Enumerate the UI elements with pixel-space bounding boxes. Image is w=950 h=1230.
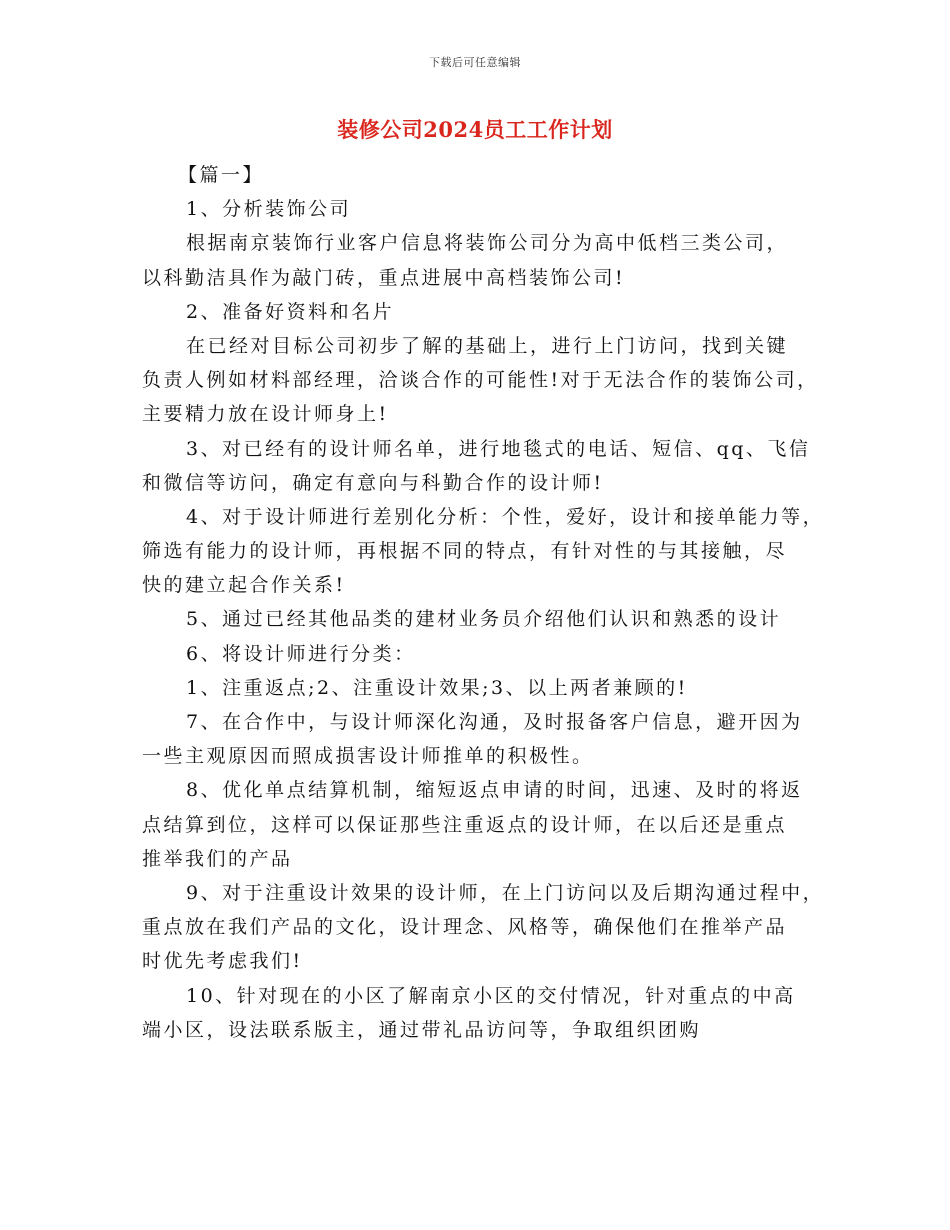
- text-line: 和微信等访问，确定有意向与科勤合作的设计师!: [142, 471, 604, 494]
- text-line: 点结算到位，这样可以保证那些注重返点的设计师，在以后还是重点: [142, 813, 788, 836]
- text-line: 9、对于注重设计效果的设计师，在上门访问以及后期沟通过程中，: [186, 881, 825, 904]
- text-line: 1、分析装饰公司: [186, 198, 352, 221]
- text-line: 10、针对现在的小区了解南京小区的交付情况，针对重点的中高: [186, 984, 796, 1007]
- text-line: 推举我们的产品: [142, 847, 293, 870]
- text-line: 3、对已经有的设计师名单，进行地毯式的电话、短信、qq、飞信: [186, 437, 811, 460]
- text-line: 快的建立起合作关系!: [142, 574, 346, 597]
- text-line: 在已经对目标公司初步了解的基础上，进行上门访问，找到关键: [186, 334, 789, 357]
- text-line: 重点放在我们产品的文化，设计理念、风格等，确保他们在推举产品: [142, 916, 788, 939]
- text-line: 主要精力放在设计师身上!: [142, 403, 389, 426]
- paragraph-lines: [142, 192, 825, 1047]
- text-line: 7、在合作中，与设计师深化沟通，及时报备客户信息，避开因为: [186, 711, 803, 733]
- text-line: 端小区，设法联系版主，通过带礼品访问等，争取组织团购: [142, 1018, 702, 1041]
- text-line: 1、注重返点;2、注重设计效果;3、以上两者兼顾的!: [186, 676, 688, 699]
- text-line: 负责人例如材料部经理，洽谈合作的可能性!对于无法合作的装饰公司，: [142, 369, 819, 392]
- text-line: 2、准备好资料和名片: [186, 300, 395, 323]
- text-line: 4、对于设计师进行差别化分析：个性，爱好，设计和接单能力等，: [186, 505, 825, 528]
- text-line: 时优先考虑我们!: [142, 950, 303, 973]
- document-title: 装修公司2024员工工作计划: [337, 117, 613, 142]
- text-line: 5、通过已经其他品类的建材业务员介绍他们认识和熟悉的设计: [186, 608, 782, 631]
- text-line: 一些主观原因而照成损害设计师推单的积极性。: [142, 745, 594, 768]
- text-line: 根据南京装饰行业客户信息将装饰公司分为高中低档三类公司，: [186, 232, 789, 255]
- text-line: 以科勤洁具作为敲门砖，重点进展中高档装饰公司!: [142, 266, 626, 289]
- header-note: 下载后可任意编辑: [429, 56, 521, 69]
- section-heading: 【篇一】: [178, 164, 265, 186]
- text-line: 筛选有能力的设计师，再根据不同的特点，有针对性的与其接触，尽: [142, 540, 788, 563]
- text-line: 6、将设计师进行分类：: [186, 642, 416, 665]
- document-body: [142, 158, 825, 1047]
- text-line: 8、优化单点结算机制，缩短返点申请的时间，迅速、及时的将返: [186, 779, 803, 802]
